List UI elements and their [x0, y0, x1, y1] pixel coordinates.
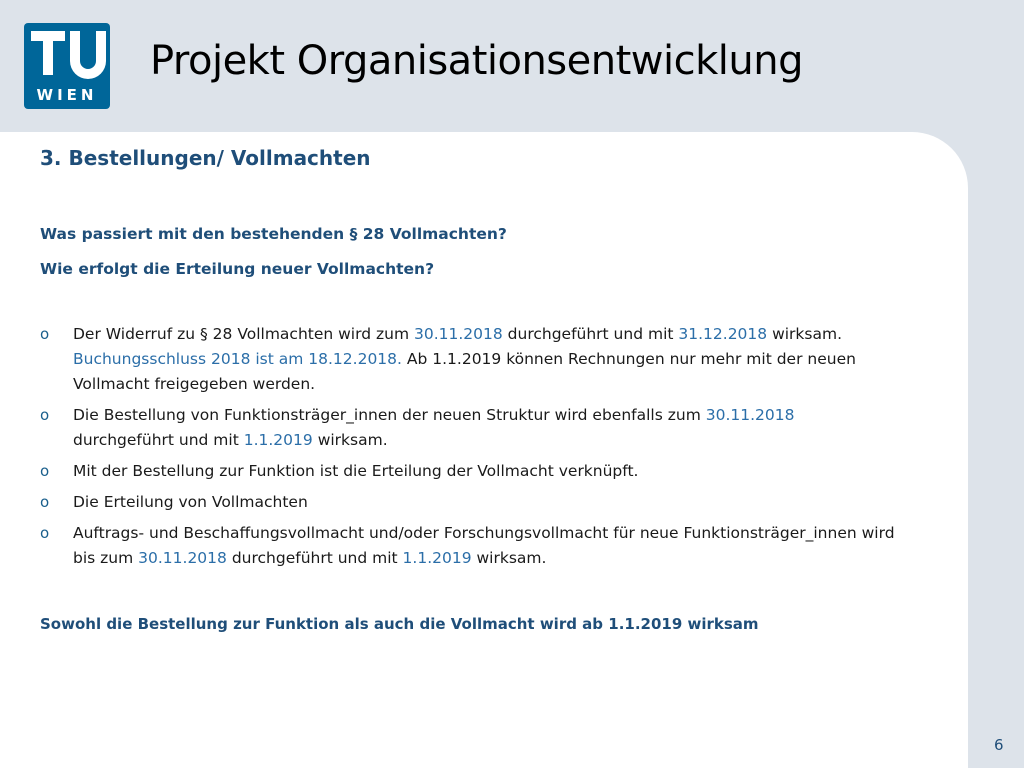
date-highlight: 31.12.2018	[678, 325, 768, 343]
date-highlight: 1.1.2019	[243, 431, 313, 449]
question-2: Wie erfolgt die Erteilung neuer Vollmachten?	[40, 260, 435, 278]
list-item	[40, 322, 920, 397]
bullet-text: durchgeführt und mit	[502, 325, 679, 343]
page-number: 6	[994, 736, 1004, 754]
question-1: Was passiert mit den bestehenden § 28 Vollmachten?	[40, 225, 507, 243]
section-heading: 3. Bestellungen/ Vollmachten	[40, 146, 371, 170]
bullet-text: durchgeführt und mit	[73, 431, 244, 449]
bullet-text: Mit der Bestellung zur Funktion ist die Erteilung der Vollmacht verknüpft.	[73, 462, 639, 480]
tu-wien-logo	[24, 23, 110, 109]
list-item	[40, 459, 920, 484]
closing-date-highlight: Buchungsschluss 2018 ist am 18.12.2018.	[73, 350, 402, 368]
circle-bullet-icon: o	[40, 462, 50, 480]
list-item	[40, 490, 920, 515]
circle-bullet-icon: o	[40, 493, 50, 511]
bullet-text: Auftrags- und Beschaffungsvollmacht und/oder Forschungsvollmacht für neue Funktionsträger_innen wird bis zum	[73, 524, 895, 567]
date-highlight: 30.11.2018	[138, 549, 227, 567]
tu-wien-logo-icon	[24, 23, 110, 109]
bullet-text: durchgeführt und mit	[226, 549, 403, 567]
logo-wordmark: WIEN	[36, 86, 98, 104]
bullet-text: wirksam.	[767, 325, 842, 343]
date-highlight: 1.1.2019	[402, 549, 472, 567]
bullet-text: Der Widerruf zu § 28 Vollmachten wird zum	[73, 325, 414, 343]
date-highlight: 30.11.2018	[705, 406, 795, 424]
circle-bullet-icon: o	[40, 524, 50, 542]
bullet-list	[40, 322, 920, 577]
date-highlight: 30.11.2018	[413, 325, 503, 343]
bullet-text: wirksam.	[312, 431, 388, 449]
slide-title: Projekt Organisationsentwicklung	[150, 38, 803, 84]
circle-bullet-icon: o	[40, 406, 50, 424]
bullet-text: Ab 1.1.2019 können Rechnungen nur mehr mit der neuen Vollmacht freigegeben werden.	[73, 350, 856, 393]
circle-bullet-icon: o	[40, 325, 50, 343]
bullet-text: wirksam.	[471, 549, 547, 567]
bullet-text: Die Bestellung von Funktionsträger_innen der neuen Struktur wird ebenfalls zum	[73, 406, 706, 424]
bullet-text: Die Erteilung von Vollmachten	[73, 493, 308, 511]
slide-header	[0, 0, 1024, 132]
footer-note: Sowohl die Bestellung zur Funktion als auch die Vollmacht wird ab 1.1.2019 wirksam	[40, 615, 759, 633]
list-item	[40, 403, 920, 453]
list-item	[40, 521, 920, 571]
